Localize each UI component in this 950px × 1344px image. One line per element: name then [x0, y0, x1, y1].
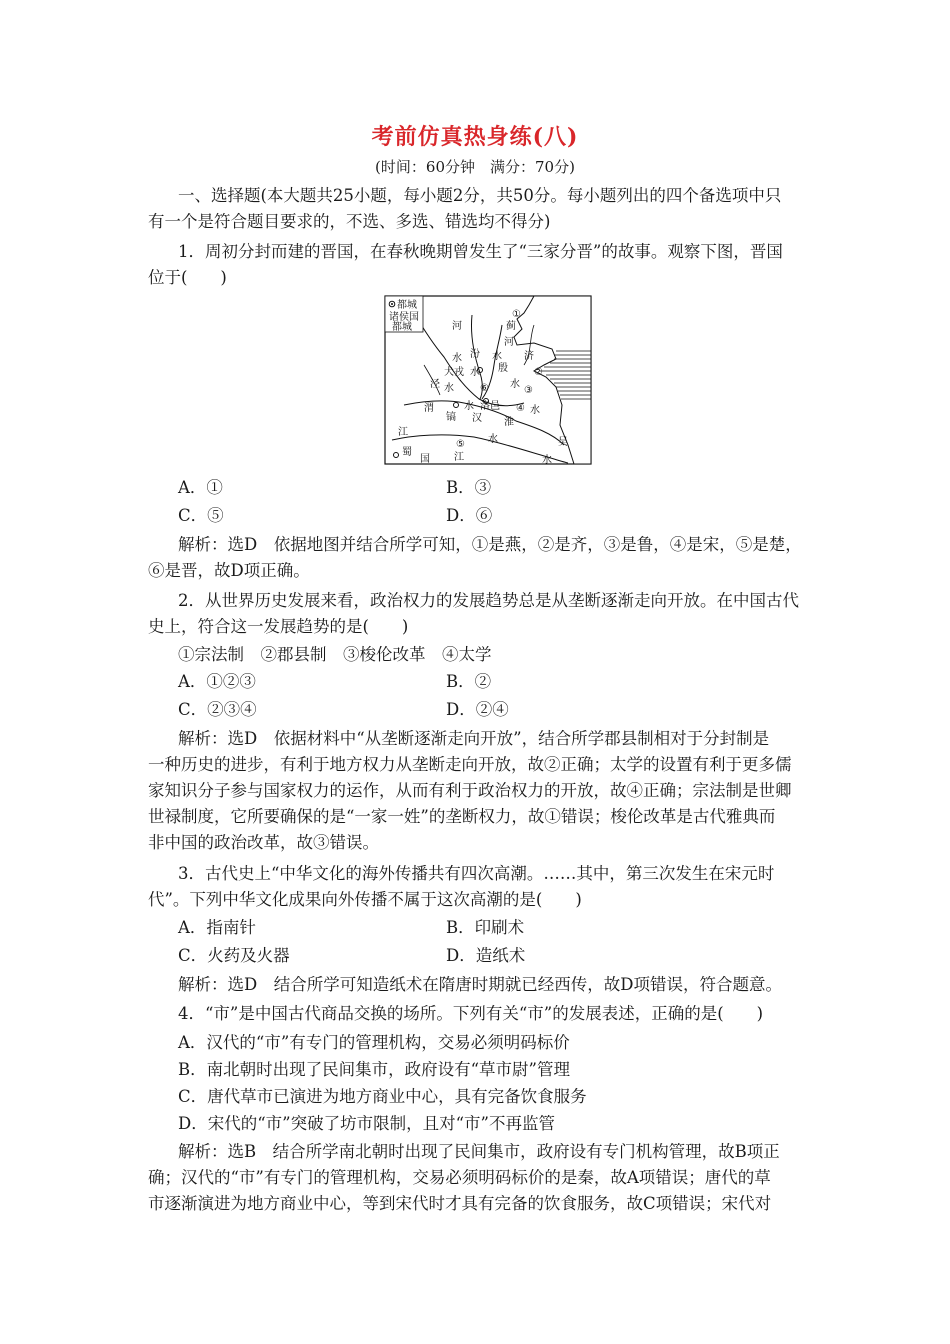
analysis-line: 解析：选D 依据地图并结合所学可知，①是燕，②是齐，③是鲁，④是宋，⑤是楚，	[178, 535, 802, 554]
map-label: 江	[454, 452, 464, 463]
map-label: 镐	[446, 412, 456, 423]
legend-capital-label: 都城	[397, 300, 417, 311]
analysis-line: 一种历史的进步，有利于地方权力从垄断走向开放，故②正确；太学的设置有利于更多儒	[148, 755, 792, 774]
map-label: 泾	[430, 379, 440, 390]
section-intro-line: 一、选择题(本大题共25小题，每小题2分，共50分。每小题列出的四个备选项中只	[178, 186, 782, 205]
map-label: 渭	[424, 403, 434, 414]
section-intro-line: 有一个是符合题目要求的，不选、多选、错选均不得分)	[148, 212, 551, 231]
option-d: D．②④	[446, 700, 509, 719]
state-marker-5: ⑤	[456, 439, 465, 450]
map-label: 水	[464, 401, 474, 412]
map-label: 洛邑	[480, 401, 500, 412]
question-stem: 史上，符合这一发展趋势的是( )	[148, 617, 409, 636]
map-label: 蜀	[402, 447, 412, 458]
question-stem: 4．“市”是中国古代商品交换的场所。下列有关“市”的发展表述，正确的是( )	[178, 1004, 764, 1023]
map-label: 河	[452, 321, 462, 332]
map-label: 水	[488, 434, 498, 445]
analysis-line: ⑥是晋，故D项正确。	[148, 561, 310, 580]
map-label: 河	[504, 337, 514, 348]
question-stem: 代”。下列中华文化成果向外传播不属于这次高潮的是( )	[148, 890, 582, 909]
map-figure	[384, 295, 592, 465]
map-label: 江	[398, 427, 408, 438]
map-label: 吴	[558, 437, 568, 448]
option-c: C．火药及火器	[178, 946, 290, 965]
analysis-line: 确；汉代的“市”有专门的管理机构，交易必须明码标价的是秦，故A项错误；唐代的草	[148, 1168, 771, 1187]
analysis-line: 市逐渐演进为地方商业中心，等到宋代时才具有完备的饮食服务，故C项错误；宋代对	[148, 1194, 772, 1213]
question-stem: 3．古代史上“中华文化的海外传播共有四次高潮。……其中，第三次发生在宋元时	[178, 864, 775, 883]
option-b: B．③	[446, 478, 492, 497]
question-items: ①宗法制 ②郡县制 ③梭伦改革 ④太学	[178, 645, 492, 664]
state-marker-2: ②	[534, 367, 543, 378]
option-a: A．①	[178, 478, 223, 497]
page-title: 考前仿真热身练(八)	[371, 124, 579, 150]
map-label: 汾	[470, 349, 480, 360]
analysis-line: 世禄制度，它所要确保的是“一家一姓”的垄断权力，故①错误；梭伦改革是古代雅典而	[148, 807, 776, 826]
option-b: B．②	[446, 672, 492, 691]
option-c: C．唐代草市已演进为地方商业中心，具有完备饮食服务	[178, 1087, 587, 1106]
question-stem: 2．从世界历史发展来看，政治权力的发展趋势总是从垄断逐渐走向开放。在中国古代	[178, 591, 799, 610]
analysis-line: 解析：选D 结合所学可知造纸术在隋唐时期就已经西传，故D项错误，符合题意。	[178, 975, 782, 994]
map-label: 水	[470, 367, 480, 378]
question-stem: 位于( )	[148, 268, 227, 287]
map-label: 国	[420, 454, 430, 465]
option-c: C．⑤	[178, 506, 224, 525]
state-marker-4: ④	[516, 403, 525, 414]
option-d: D．造纸术	[446, 946, 526, 965]
map-label: 水	[510, 379, 520, 390]
option-a: A．指南针	[178, 918, 256, 937]
analysis-line: 家知识分子参与国家权力的运作，从而有利于政治权力的开放，故④正确；宗法制是世卿	[148, 781, 792, 800]
option-a: A．汉代的“市”有专门的管理机构，交易必须明码标价	[178, 1033, 570, 1052]
legend-vassal-capital-label: 都城	[392, 322, 412, 333]
exam-time-info: (时间：60分钟 满分：70分)	[375, 158, 575, 176]
zhou-vassal-states-map	[384, 295, 592, 465]
map-label: 犬戎	[444, 367, 464, 378]
map-label: 水	[452, 353, 462, 364]
map-label: 汉	[472, 413, 482, 424]
state-marker-6: ⑥	[480, 383, 489, 394]
option-b: B．南北朝时出现了民间集市，政府设有“草市尉”管理	[178, 1060, 570, 1079]
legend-vassal-label: 诸侯国	[389, 312, 419, 323]
map-label: 水	[444, 383, 454, 394]
map-label: 水	[530, 405, 540, 416]
option-d: D．宋代的“市”突破了坊市限制，且对“市”不再监管	[178, 1114, 555, 1133]
analysis-line: 解析：选D 依据材料中“从垄断逐渐走向开放”，结合所学郡县制相对于分封制是	[178, 729, 770, 748]
map-label: 蓟	[506, 321, 516, 332]
map-label: 淮	[504, 417, 514, 428]
map-label: 殷	[498, 363, 508, 374]
analysis-line: 解析：选B 结合所学南北朝时出现了民间集市，政府设有专门机构管理，故B项正	[178, 1142, 780, 1161]
state-marker-3: ③	[524, 385, 533, 396]
option-a: A．①②③	[178, 672, 256, 691]
question-stem: 1．周初分封而建的晋国，在春秋晚期曾发生了“三家分晋”的故事。观察下图，晋国	[178, 242, 783, 261]
analysis-line: 非中国的政治改革，故③错误。	[148, 833, 379, 852]
option-c: C．②③④	[178, 700, 257, 719]
option-d: D．⑥	[446, 506, 493, 525]
map-label: 水	[542, 455, 552, 465]
map-label: 济	[524, 351, 534, 362]
map-label: 水	[492, 351, 502, 362]
option-b: B．印刷术	[446, 918, 525, 937]
state-marker-1: ①	[512, 309, 521, 320]
